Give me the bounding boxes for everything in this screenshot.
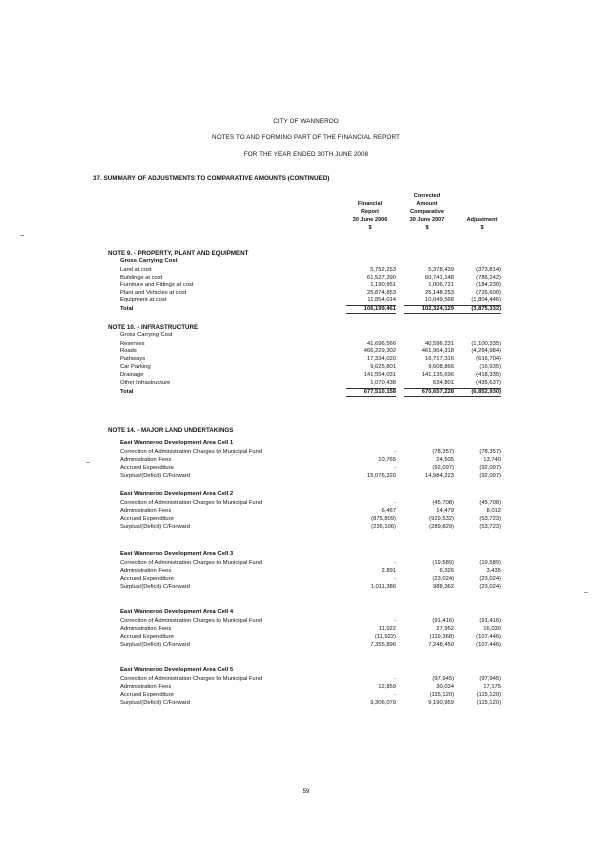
page-number: 59 bbox=[302, 789, 310, 795]
value-financial-report: 1,070,438 bbox=[370, 379, 396, 386]
value-financial-report: 9,306,079 bbox=[370, 699, 396, 706]
value-corrected-amount: 60,741,148 bbox=[424, 274, 454, 281]
value-corrected-amount: (97,945) bbox=[432, 675, 454, 682]
row-label: Correction of Administration Charges to Municipal Fund bbox=[120, 675, 263, 682]
value-adjustment: (53,723) bbox=[479, 515, 501, 522]
row-label: Surplus/(Deficit) C/Forward bbox=[120, 583, 190, 590]
cell-title: East Wanneroo Development Area Cell 3 bbox=[120, 551, 234, 557]
value-financial-report: 106,199,461 bbox=[363, 305, 396, 312]
value-financial-report: - bbox=[394, 691, 396, 698]
row-label: Equipment at cost bbox=[120, 297, 167, 304]
value-adjustment: (726,600) bbox=[476, 289, 501, 296]
column-header-corrected-amount bbox=[395, 192, 459, 232]
row-label: Correction of Administration Charges to Municipal Fund bbox=[120, 499, 263, 506]
value-adjustment: (373,814) bbox=[476, 267, 501, 273]
value-financial-report: - bbox=[394, 617, 396, 624]
row-label: Drainage bbox=[120, 371, 144, 378]
row-label: Surplus/(Deficit) C/Forward bbox=[120, 523, 190, 530]
value-corrected-amount: (45,708) bbox=[432, 499, 454, 506]
table-row bbox=[0, 626, 612, 633]
row-label: Accrued Expenditure bbox=[120, 633, 174, 640]
value-adjustment: (16,935) bbox=[479, 363, 501, 370]
row-label: Administration Fees bbox=[120, 507, 172, 514]
value-financial-report: (875,809) bbox=[371, 515, 396, 522]
table-row bbox=[0, 524, 612, 531]
table-row bbox=[0, 457, 612, 464]
value-adjustment: (92,097) bbox=[479, 472, 501, 479]
value-adjustment: (184,230) bbox=[476, 282, 501, 289]
value-adjustment: (435,637) bbox=[476, 379, 501, 386]
value-adjustment: 13,740 bbox=[483, 456, 501, 463]
value-corrected-amount: 10,049,568 bbox=[424, 297, 454, 304]
value-corrected-amount: (119,368) bbox=[429, 633, 454, 640]
col2-line5: $ bbox=[425, 225, 429, 231]
value-adjustment: (1,804,446) bbox=[471, 297, 501, 304]
table-row bbox=[0, 584, 612, 591]
table-row bbox=[0, 618, 612, 625]
value-financial-report: 466,229,302 bbox=[363, 348, 396, 355]
value-financial-report: 141,554,031 bbox=[363, 371, 396, 378]
table-row bbox=[0, 642, 612, 649]
cell-title: East Wanneroo Development Area Cell 5 bbox=[120, 667, 234, 673]
row-label: Pathways bbox=[120, 356, 146, 363]
row-label: Administration Fees bbox=[120, 456, 172, 463]
margin-mark bbox=[86, 462, 90, 463]
row-label: Administration Fees bbox=[120, 683, 172, 690]
value-corrected-amount: 27,952 bbox=[436, 625, 454, 632]
margin-mark bbox=[20, 235, 24, 236]
cell-title: East Wanneroo Development Area Cell 1 bbox=[120, 440, 234, 446]
row-label: Total bbox=[120, 305, 134, 312]
value-financial-report: 11,854,014 bbox=[367, 297, 396, 304]
col2-line3: Comparative bbox=[410, 209, 444, 215]
value-adjustment: (786,242) bbox=[476, 274, 501, 281]
col1-line1: Financial bbox=[357, 201, 383, 207]
value-corrected-amount: (23,024) bbox=[432, 575, 454, 582]
rule-line bbox=[404, 313, 454, 314]
value-adjustment: (53,723) bbox=[479, 523, 501, 530]
row-label: Accrued Expenditure bbox=[120, 464, 174, 471]
table-row bbox=[0, 275, 612, 282]
value-corrected-amount: 14,984,223 bbox=[424, 472, 454, 479]
row-label: Accrued Expenditure bbox=[120, 691, 174, 698]
value-adjustment: 3,435 bbox=[486, 567, 501, 574]
row-label: Land at cost bbox=[120, 267, 152, 273]
cell-title: East Wanneroo Development Area Cell 4 bbox=[120, 609, 234, 615]
value-corrected-amount: 141,135,696 bbox=[421, 371, 454, 378]
value-financial-report: - bbox=[394, 499, 396, 506]
value-corrected-amount: (19,589) bbox=[432, 559, 454, 566]
note14-title: NOTE 14. - MAJOR LAND UNDERTAKINGS bbox=[108, 427, 234, 434]
value-financial-report: 15,076,320 bbox=[366, 472, 396, 479]
col1-line4: $ bbox=[368, 225, 372, 231]
report-title: NOTES TO AND FORMING PART OF THE FINANCIAL REPORT bbox=[212, 134, 400, 141]
value-adjustment: (19,589) bbox=[479, 559, 501, 566]
table-row bbox=[0, 516, 612, 523]
value-financial-report: 9,625,801 bbox=[370, 363, 396, 370]
row-label: Plant and Vehicles at cost bbox=[120, 289, 187, 296]
value-corrected-amount: 988,362 bbox=[433, 583, 454, 590]
column-header-adjustment bbox=[452, 216, 512, 232]
value-corrected-amount: 14,479 bbox=[436, 507, 454, 514]
table-row bbox=[0, 364, 612, 371]
cell-title: East Wanneroo Development Area Cell 2 bbox=[120, 491, 234, 497]
table-row bbox=[0, 560, 612, 567]
value-financial-report: - bbox=[394, 464, 396, 471]
margin-mark bbox=[584, 592, 588, 593]
col1-line3: 30 June 2006 bbox=[352, 217, 388, 223]
value-corrected-amount: (78,357) bbox=[432, 448, 454, 455]
total-row bbox=[0, 306, 612, 313]
value-corrected-amount: 5,378,439 bbox=[428, 267, 454, 273]
row-label: Surplus/(Deficit) C/Forward bbox=[120, 472, 190, 479]
table-row bbox=[0, 372, 612, 379]
total-row bbox=[0, 389, 612, 396]
table-row bbox=[0, 508, 612, 515]
value-financial-report: 25,874,853 bbox=[366, 289, 396, 296]
column-header-financial-report bbox=[340, 200, 400, 232]
table-row bbox=[0, 297, 612, 304]
value-adjustment: (97,945) bbox=[479, 675, 501, 682]
value-adjustment: (23,024) bbox=[479, 575, 501, 582]
row-label: Reserves bbox=[120, 340, 145, 347]
table-row bbox=[0, 380, 612, 387]
row-label: Total bbox=[120, 388, 134, 395]
value-financial-report: 41,696,566 bbox=[366, 340, 396, 347]
value-corrected-amount: (289,829) bbox=[429, 523, 454, 530]
value-financial-report: 61,527,390 bbox=[366, 274, 396, 281]
note9-subtitle: Gross Carrying Cost bbox=[120, 258, 178, 264]
value-corrected-amount: (115,120) bbox=[429, 691, 454, 698]
value-adjustment: 16,030 bbox=[483, 625, 501, 632]
value-corrected-amount: (92,097) bbox=[432, 464, 454, 471]
row-label: Surplus/(Deficit) C/Forward bbox=[120, 641, 190, 648]
value-adjustment: (4,264,984) bbox=[471, 348, 501, 355]
value-adjustment: 17,175 bbox=[483, 683, 501, 690]
value-adjustment: (616,704) bbox=[476, 356, 501, 363]
value-adjustment: (92,097) bbox=[479, 464, 501, 471]
value-financial-report: 2,891 bbox=[381, 567, 396, 574]
value-financial-report: - bbox=[394, 675, 396, 682]
row-label: Roads bbox=[120, 348, 137, 355]
value-financial-report: - bbox=[394, 575, 396, 582]
table-row bbox=[0, 282, 612, 289]
table-row bbox=[0, 465, 612, 472]
value-financial-report: 5,752,253 bbox=[370, 267, 396, 273]
table-row bbox=[0, 290, 612, 297]
value-corrected-amount: (929,532) bbox=[429, 515, 454, 522]
value-corrected-amount: 40,596,231 bbox=[424, 340, 454, 347]
value-adjustment: (3,875,332) bbox=[471, 305, 501, 312]
value-corrected-amount: 7,248,450 bbox=[428, 641, 454, 648]
table-row bbox=[0, 267, 612, 274]
rule-line bbox=[346, 313, 396, 314]
report-period: FOR THE YEAR ENDED 30TH JUNE 2008 bbox=[243, 151, 369, 158]
value-corrected-amount: 30,034 bbox=[436, 683, 454, 690]
value-adjustment: 8,012 bbox=[486, 507, 501, 514]
org-name: CITY OF WANNEROO bbox=[273, 118, 339, 125]
rule-line bbox=[346, 396, 396, 397]
row-label: Other Infrastructure bbox=[120, 379, 171, 386]
value-adjustment: (1,100,335) bbox=[471, 340, 501, 347]
value-adjustment: (6,852,930) bbox=[471, 388, 501, 395]
row-label: Accrued Expenditure bbox=[120, 575, 174, 582]
rule-line bbox=[451, 313, 501, 314]
value-adjustment: (78,357) bbox=[479, 448, 501, 455]
rule-line bbox=[404, 396, 454, 397]
table-row bbox=[0, 348, 612, 355]
value-adjustment: (23,024) bbox=[479, 583, 501, 590]
value-corrected-amount: 461,964,318 bbox=[421, 348, 454, 355]
note10-title: NOTE 10. - INFRASTRUCTURE bbox=[108, 324, 199, 331]
table-row bbox=[0, 692, 612, 699]
table-row bbox=[0, 568, 612, 575]
row-label: Accrued Expenditure bbox=[120, 515, 174, 522]
col2-line1: Corrected bbox=[413, 193, 441, 199]
value-financial-report: - bbox=[394, 448, 396, 455]
table-row bbox=[0, 684, 612, 691]
col2-line4: 30 June 2007 bbox=[409, 217, 445, 223]
row-label: Correction of Administration Charges to Municipal Fund bbox=[120, 617, 263, 624]
row-label: Car Parking bbox=[120, 363, 151, 370]
col2-line2: Amount bbox=[416, 201, 438, 207]
row-label: Correction of Administration Charges to Municipal Fund bbox=[120, 448, 263, 455]
table-row bbox=[0, 700, 612, 707]
value-financial-report: 17,334,020 bbox=[366, 356, 396, 363]
section-title: 37. SUMMARY OF ADJUSTMENTS TO COMPARATIVE AMOUNTS (CONTINUED) bbox=[93, 175, 330, 182]
row-label: Furniture and Fittings at cost bbox=[120, 282, 194, 289]
row-label: Administration Fees bbox=[120, 567, 172, 574]
value-corrected-amount: 25,148,253 bbox=[424, 289, 454, 296]
value-financial-report: - bbox=[394, 559, 396, 566]
value-corrected-amount: 9,608,866 bbox=[428, 363, 454, 370]
value-corrected-amount: 670,657,228 bbox=[421, 388, 454, 395]
value-corrected-amount: 102,324,129 bbox=[421, 305, 454, 312]
row-label: Surplus/(Deficit) C/Forward bbox=[120, 699, 190, 706]
table-row bbox=[0, 356, 612, 363]
value-adjustment: (115,120) bbox=[476, 699, 501, 706]
value-financial-report: (11,922) bbox=[374, 633, 396, 640]
table-row bbox=[0, 500, 612, 507]
value-financial-report: 1,190,951 bbox=[370, 282, 396, 289]
value-financial-report: 1,011,386 bbox=[370, 583, 396, 590]
value-financial-report: 677,510,158 bbox=[363, 388, 396, 395]
value-corrected-amount: 24,505 bbox=[436, 456, 454, 463]
row-label: Administration Fees bbox=[120, 625, 172, 632]
note9-title: NOTE 9. - PROPERTY, PLANT AND EQUIPMENT bbox=[108, 250, 249, 257]
row-label: Correction of Administration Charges to Municipal Fund bbox=[120, 559, 263, 566]
value-financial-report: 6,467 bbox=[381, 507, 396, 514]
value-corrected-amount: 634,801 bbox=[433, 379, 454, 386]
value-adjustment: (107,446) bbox=[476, 641, 501, 648]
rule-line bbox=[451, 396, 501, 397]
table-row bbox=[0, 634, 612, 641]
value-financial-report: 11,922 bbox=[378, 625, 396, 632]
value-adjustment: (91,416) bbox=[479, 617, 501, 624]
value-corrected-amount: (91,416) bbox=[432, 617, 454, 624]
col1-line2: Report bbox=[360, 209, 380, 215]
col3-line2: $ bbox=[480, 225, 484, 231]
note10-subtitle: Gross Carrying Cost bbox=[120, 332, 173, 338]
value-financial-report: 10,765 bbox=[378, 456, 396, 463]
table-row bbox=[0, 449, 612, 456]
table-row bbox=[0, 473, 612, 480]
value-corrected-amount: 9,190,959 bbox=[428, 699, 454, 706]
value-adjustment: (418,335) bbox=[476, 371, 501, 378]
value-corrected-amount: 1,006,721 bbox=[428, 282, 454, 289]
value-corrected-amount: 6,326 bbox=[439, 567, 454, 574]
note10-subtitle-row bbox=[0, 332, 612, 339]
value-adjustment: (107,446) bbox=[476, 633, 501, 640]
value-adjustment: (115,120) bbox=[476, 691, 501, 698]
value-corrected-amount: 16,717,316 bbox=[424, 356, 454, 363]
col3-line1: Adjustment bbox=[466, 217, 498, 223]
table-row bbox=[0, 576, 612, 583]
table-row bbox=[0, 341, 612, 348]
table-row bbox=[0, 676, 612, 683]
row-label: Buildings at cost bbox=[120, 274, 163, 281]
value-financial-report: (236,106) bbox=[371, 523, 396, 530]
value-adjustment: (45,708) bbox=[479, 499, 501, 506]
value-financial-report: 12,859 bbox=[378, 683, 396, 690]
value-financial-report: 7,355,896 bbox=[370, 641, 396, 648]
